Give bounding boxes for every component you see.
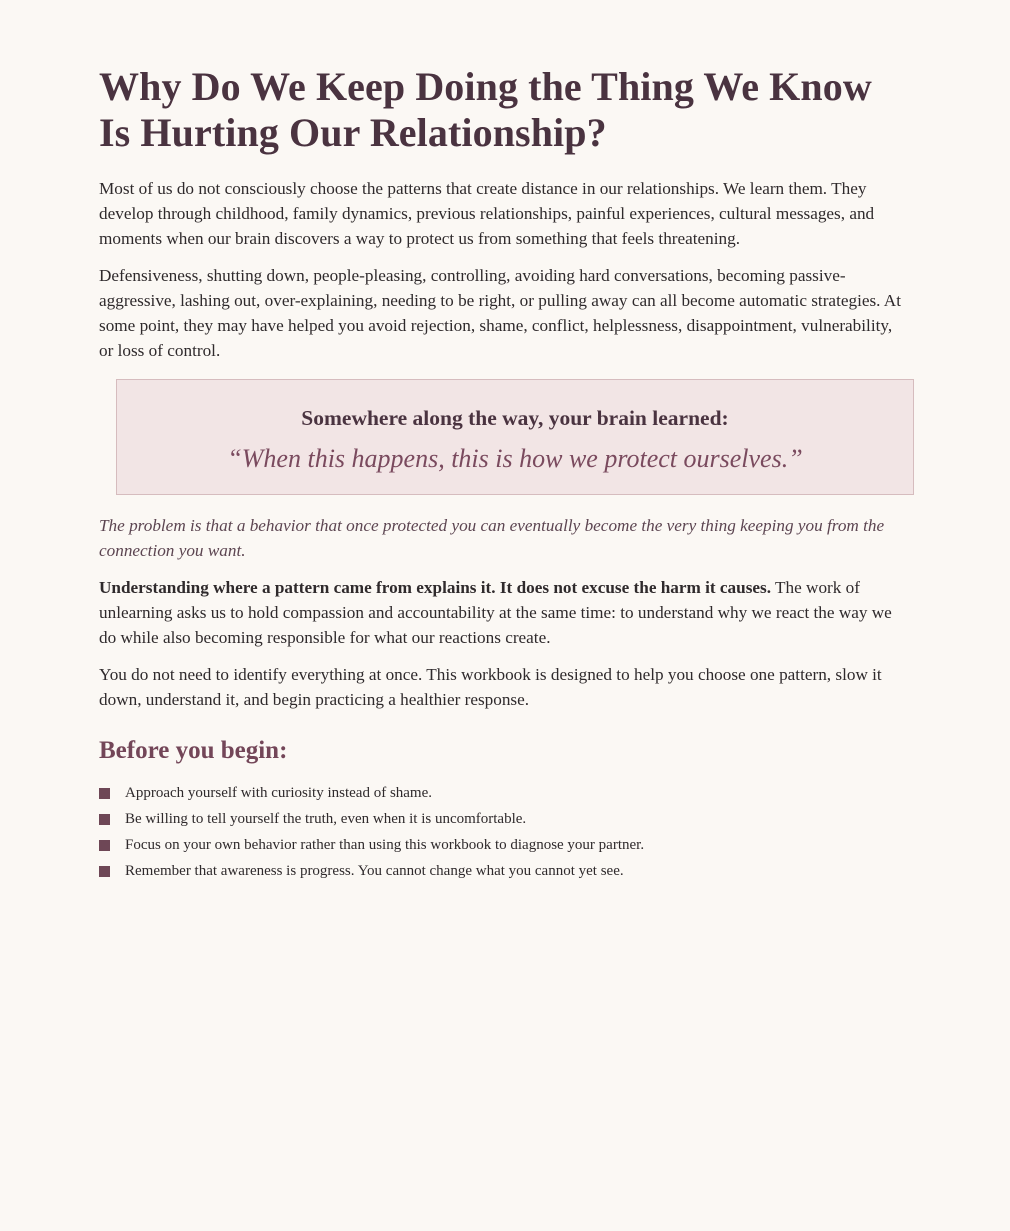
workbook-paragraph: You do not need to identify everything at once. This workbook is designed to help you choose one pattern, slow it down, understand it, and begin practicing a healthier response. [99, 665, 882, 709]
list-item [99, 780, 902, 806]
square-bullet-icon [99, 788, 110, 799]
list-item [99, 806, 902, 832]
square-bullet-icon [99, 814, 110, 825]
before-begin-list [99, 780, 902, 884]
square-bullet-icon [99, 866, 110, 877]
list-item-text: Be willing to tell yourself the truth, even when it is uncomfortable. [125, 811, 527, 827]
understanding-rest-text: The work of unlearning asks us to hold compassion and accountability at the same time: to understand why we react the way we do while also becoming responsible for what our reactions create. [99, 578, 892, 647]
list-item-text: Focus on your own behavior rather than using this workbook to diagnose your partner. [125, 837, 645, 853]
list-item [99, 858, 902, 884]
callout-box [116, 379, 914, 495]
callout-quote: “When this happens, this is how we protect ourselves.” [227, 444, 803, 473]
italic-note: The problem is that a behavior that once protected you can eventually become the very thing keeping you from the connection you want. [99, 516, 885, 560]
list-item-text: Remember that awareness is progress. You cannot change what you cannot yet see. [125, 863, 624, 879]
square-bullet-icon [99, 840, 110, 851]
list-item-text: Approach yourself with curiosity instead of shame. [125, 785, 433, 801]
understanding-paragraph [99, 575, 902, 650]
list-item [99, 832, 902, 858]
patterns-paragraph: Defensiveness, shutting down, people-pleasing, controlling, avoiding hard conversations, becoming passive-aggressive, lashing out, over-explaining, needing to be right, or pulling away can all become automatic strategies. At some point, they may have helped you avoid rejection, shame, conflict, helplessness, disappointment, vulnerability, or loss of control. [99, 266, 901, 360]
intro-paragraph: Most of us do not consciously choose the patterns that create distance in our relationships. We learn them. They develop through childhood, family dynamics, previous relationships, painful experiences, cultural messages, and moments when our brain discovers a way to protect us from something that feels threatening. [99, 179, 875, 248]
before-begin-heading: Before you begin: [99, 737, 288, 764]
callout-heading: Somewhere along the way, your brain learned: [301, 406, 729, 430]
page-title: Why Do We Keep Doing the Thing We Know Is Hurting Our Relationship? [99, 64, 872, 155]
understanding-bold-text: Understanding where a pattern came from explains it. It does not excuse the harm it causes. [99, 578, 772, 597]
